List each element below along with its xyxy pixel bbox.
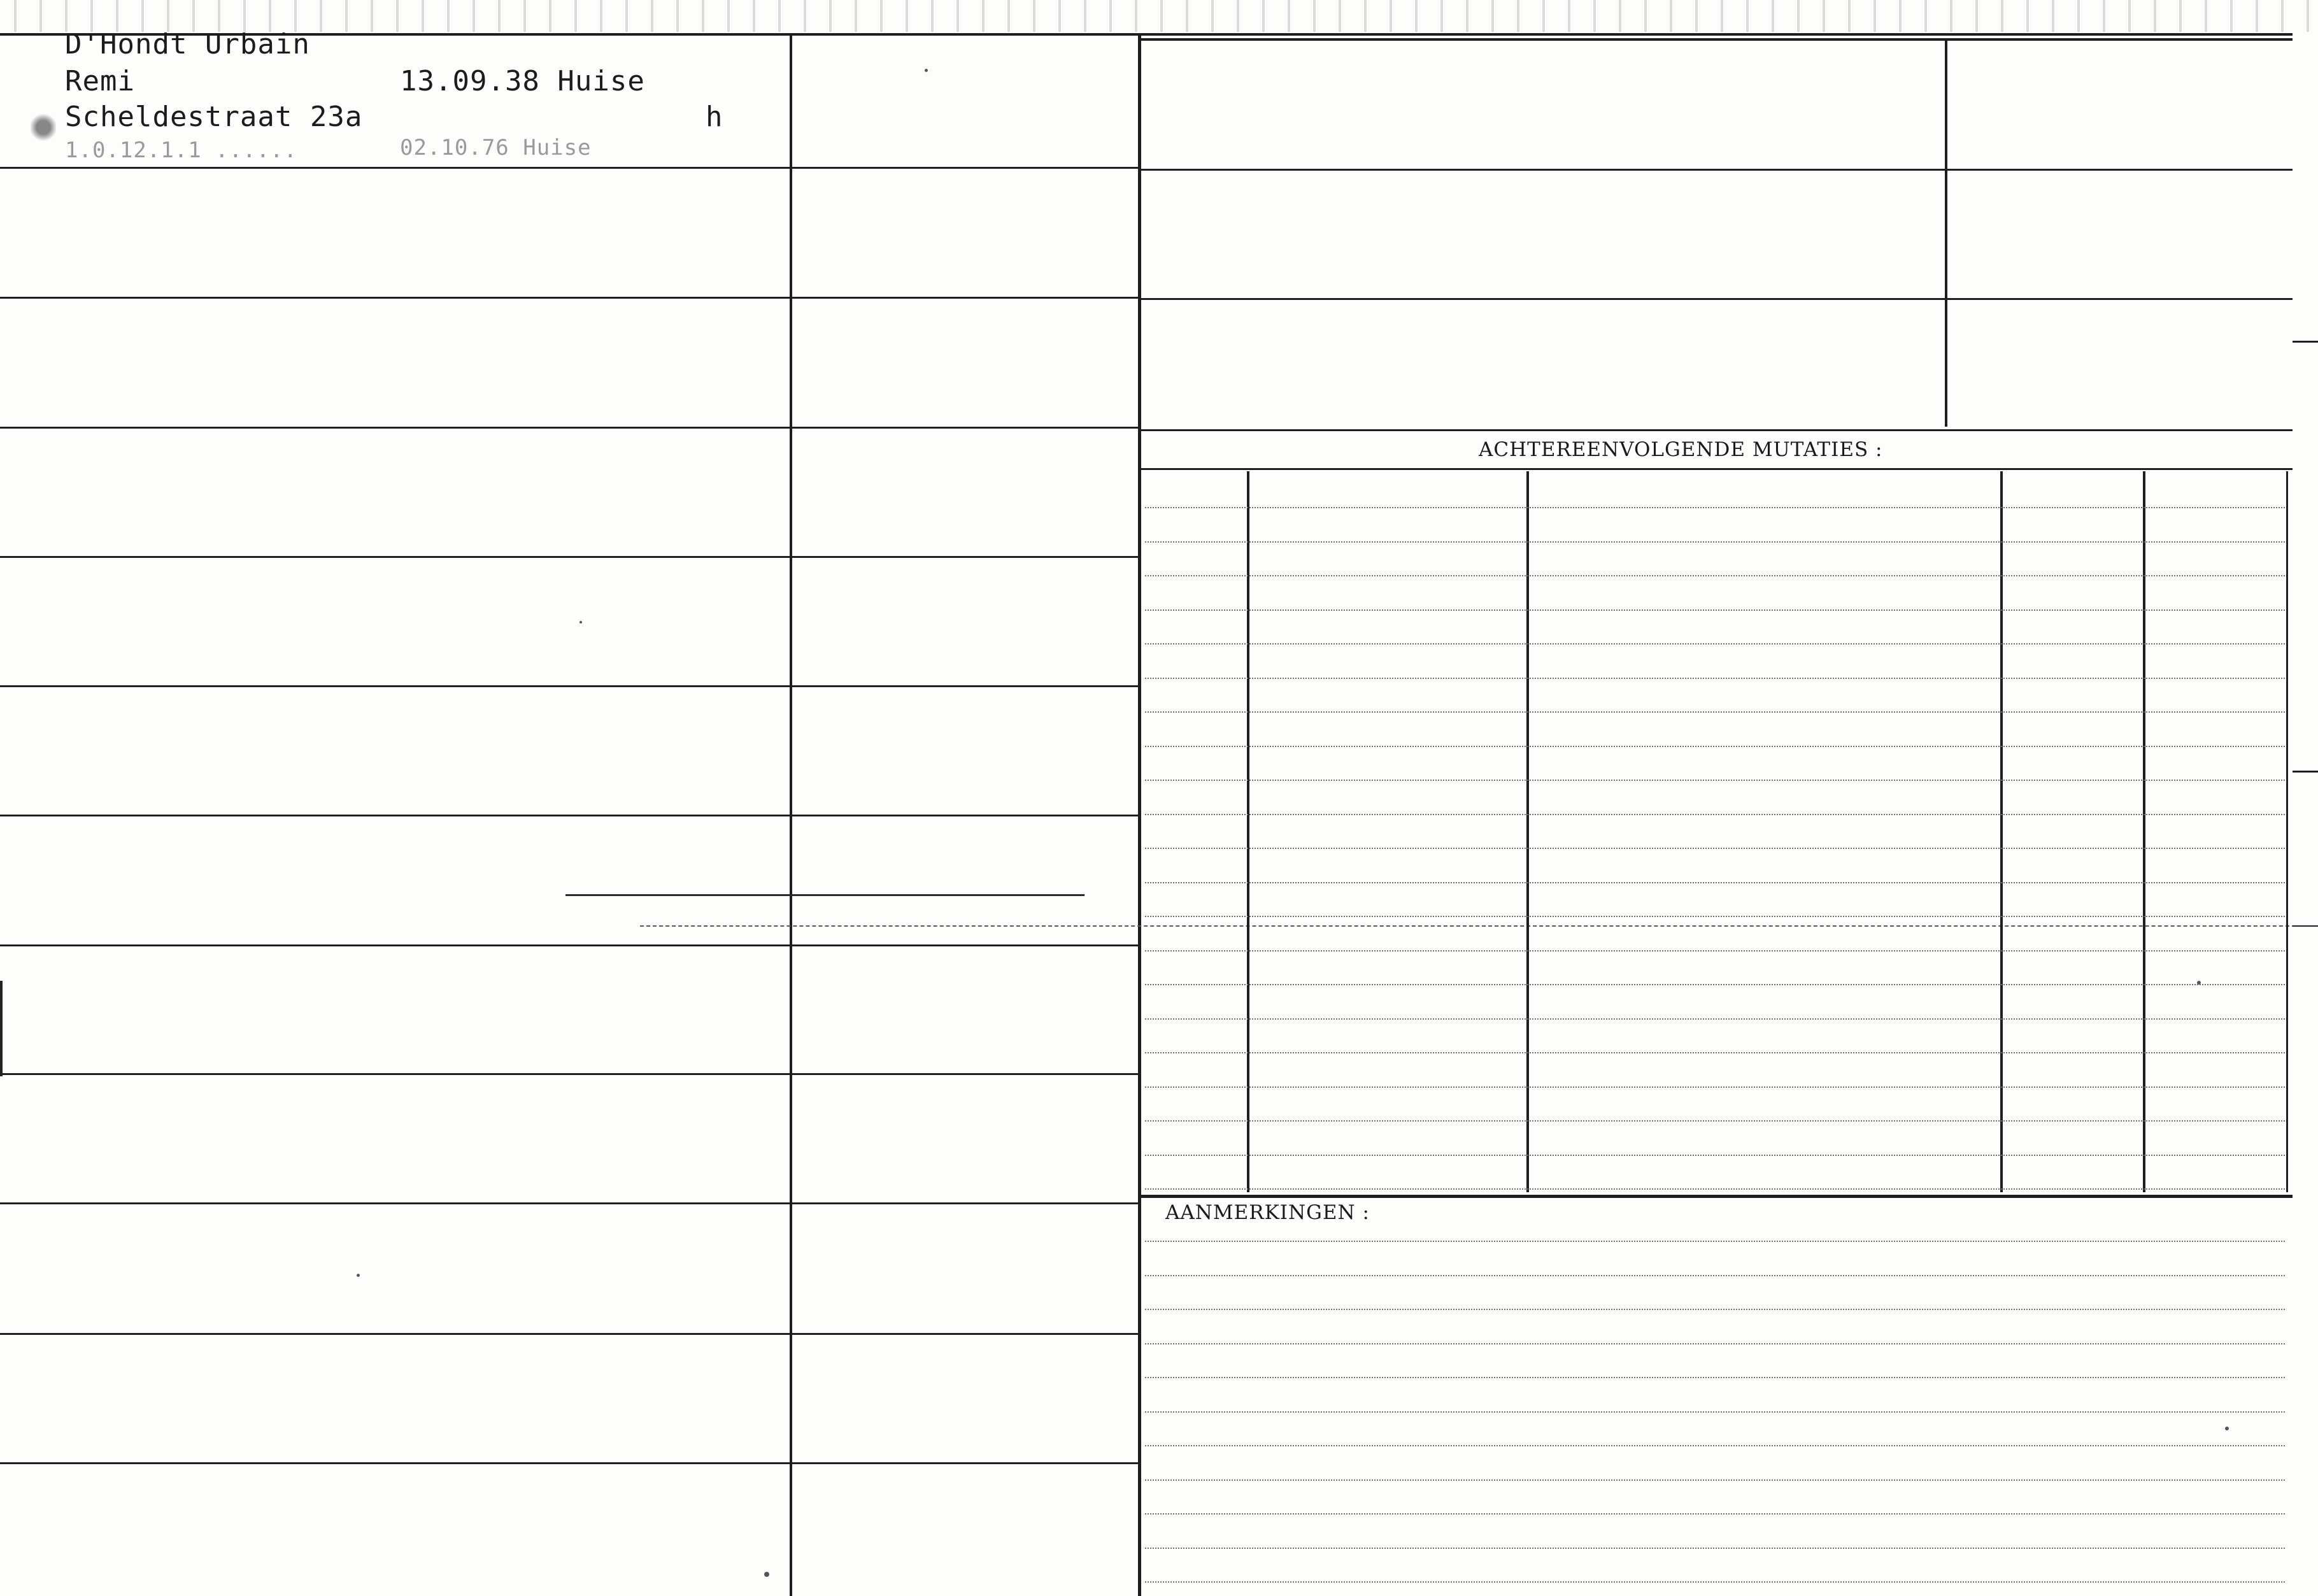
row-rule — [0, 167, 1140, 169]
speck — [357, 1274, 360, 1277]
faint-typed-right: 02.10.76 Huise — [400, 135, 592, 160]
mutations-heading: ACHTEREENVOLGENDE MUTATIES : — [1479, 438, 1883, 461]
dotted-rule — [1145, 1018, 2285, 1020]
stray-dash-mark — [640, 925, 2315, 927]
dotted-rule — [1145, 1087, 2285, 1088]
dotted-rule — [1145, 711, 2285, 713]
dotted-rule — [1145, 1513, 2285, 1514]
row-rule — [0, 944, 1140, 946]
dotted-rule — [1145, 780, 2285, 781]
given-name: Remi — [65, 65, 135, 97]
street-address: Scheldestraat 23a — [65, 101, 363, 133]
top-right-rule — [1140, 298, 2293, 300]
sex-code: h — [706, 101, 723, 133]
remarks-heading: AANMERKINGEN : — [1165, 1201, 1370, 1224]
dotted-rule — [1145, 746, 2285, 747]
dotted-rule — [1145, 814, 2285, 815]
mutations-col-divider — [2143, 471, 2145, 1192]
dotted-rule — [1145, 1275, 2285, 1276]
dotted-rule — [1145, 1548, 2285, 1549]
dotted-rule — [1145, 1155, 2285, 1156]
dotted-rule — [1145, 1445, 2285, 1446]
mutations-col-divider — [1247, 471, 1249, 1192]
mutations-col-divider — [1526, 471, 1529, 1192]
dotted-rule — [1145, 1241, 2285, 1242]
dotted-rule — [1145, 609, 2285, 611]
stamp-mark — [31, 108, 56, 146]
dotted-rule — [1145, 950, 2285, 951]
dotted-rule — [1145, 1120, 2285, 1122]
mutations-top-rule — [1140, 429, 2293, 431]
dotted-rule — [1145, 848, 2285, 849]
dotted-rule — [1145, 1188, 2285, 1190]
stray-dash-mark — [565, 894, 1084, 896]
right-edge-tick — [2293, 925, 2318, 927]
faint-typed-left: 1.0.12.1.1 ...... — [65, 138, 297, 163]
row-rule — [0, 1073, 1140, 1075]
dotted-rule — [1145, 575, 2285, 576]
mutations-col-divider — [2286, 471, 2288, 1192]
birth-date-place: 13.09.38 Huise — [400, 65, 645, 97]
dotted-rule — [1145, 1411, 2285, 1413]
row-rule — [0, 556, 1140, 558]
row-rule — [0, 297, 1140, 299]
dotted-rule — [1145, 916, 2285, 917]
mutations-col-divider — [2000, 471, 2003, 1192]
speck — [764, 1572, 769, 1577]
dotted-rule — [1145, 541, 2285, 543]
right-edge-tick — [2293, 771, 2318, 773]
dotted-rule — [1145, 1479, 2285, 1481]
top-right-divider — [1945, 38, 1947, 427]
dotted-rule — [1145, 678, 2285, 679]
dotted-rule — [1145, 882, 2285, 883]
mutations-bottom-rule — [1140, 1195, 2293, 1198]
speck — [2197, 981, 2201, 985]
dotted-rule — [1145, 1052, 2285, 1053]
row-rule — [0, 1202, 1140, 1204]
dotted-rule — [1145, 1343, 2285, 1344]
top-border-line-right — [1140, 38, 2293, 41]
dotted-rule — [1145, 1309, 2285, 1310]
row-rule — [0, 1333, 1140, 1335]
right-edge-tick — [2293, 341, 2318, 343]
row-rule — [0, 427, 1140, 429]
dotted-rule — [1145, 1581, 2285, 1583]
dotted-rule — [1145, 643, 2285, 645]
speck — [2225, 1427, 2229, 1430]
mutations-header-rule — [1140, 468, 2293, 470]
surname-line: D'Hondt Urbain — [65, 28, 310, 61]
top-border-line — [0, 33, 2293, 36]
row-rule — [0, 1462, 1140, 1464]
top-edge-strip — [0, 0, 2318, 32]
row-rule — [0, 815, 1140, 816]
dotted-rule — [1145, 507, 2285, 508]
dotted-rule — [1145, 1377, 2285, 1378]
speck — [580, 621, 582, 623]
dotted-rule — [1145, 984, 2285, 985]
speck — [925, 69, 928, 72]
edge-mark — [0, 981, 3, 1076]
row-rule — [0, 685, 1140, 687]
top-right-rule — [1140, 169, 2293, 171]
